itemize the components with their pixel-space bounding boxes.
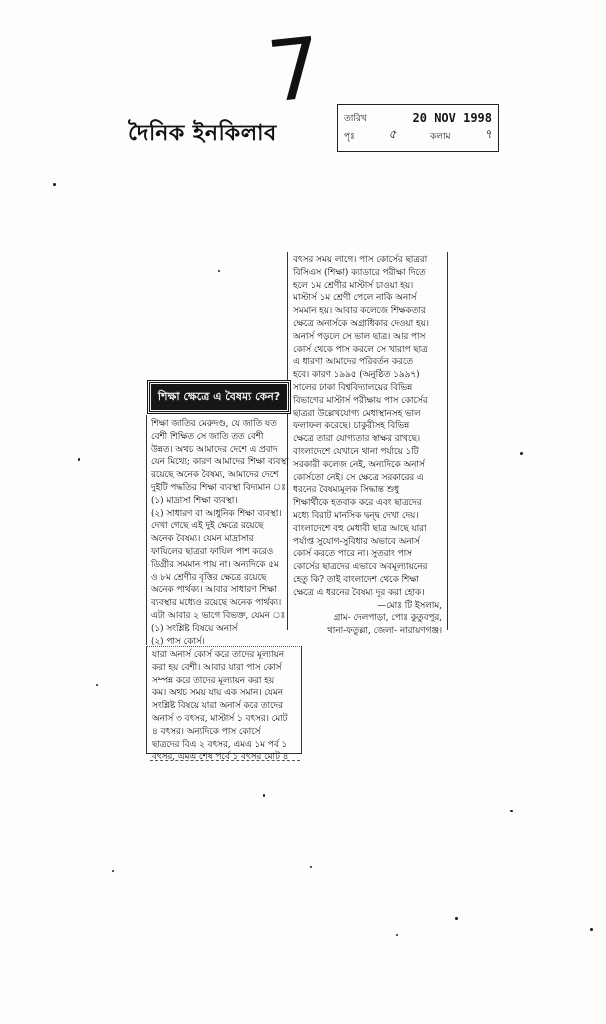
- article-text-line: বৎসর, এমএ শেষ পর্বে ১ বৎসর মোট ৪: [152, 752, 289, 763]
- scan-speck: [78, 458, 80, 461]
- article-text-line: শিক্ষা জাতির মেরুদণ্ড, যে জাতি যত: [151, 419, 277, 429]
- article-text-line: বিসিএস (শিক্ষা) ক্যাডারে পরীক্ষা দিতে: [293, 267, 426, 278]
- article-text-line: অনার্স পড়লে সে ভাল ছাত্র। আর পাস: [293, 331, 426, 342]
- article-text-line: ফলাফল করেছে। চাকুরীসহ বিভিন্ন: [293, 421, 410, 432]
- article-text-line: ব্যবস্থার মধ্যেও রয়েছে অনেক পার্থক্য।: [151, 598, 282, 609]
- article-text-line: সংশ্লিষ্ট বিষয়ে যারা অনার্স করে তাদের: [152, 701, 284, 712]
- article-text-line: (২) সাধারণ বা আধুনিক শিক্ষা ব্যবস্থা।: [151, 508, 282, 519]
- article-text-line: —মোঃ টি ইসলাম,: [377, 600, 442, 611]
- article-text-line: উন্নত। অথচ আমাদের দেশে এ প্রবাদ: [151, 444, 278, 455]
- article-text-line: এ ধারণা আমাদের পরিবর্তন করতে: [293, 357, 413, 368]
- article-text-line: মধ্যে বিরাট মানসিক দ্বন্দ্ব দেখা দেয়।: [293, 510, 419, 521]
- article-text-line: থানা-ফতুল্লা, জেলা- নারায়ণগঞ্জ।: [327, 626, 442, 637]
- article-text-line: বাংলাদেশে যেখানে থানা পর্যায়ে ১টি: [293, 446, 419, 457]
- article-headline: শিক্ষা ক্ষেত্রে এ বৈষম্য কেন?: [148, 381, 290, 413]
- article-text-line: অনেক পার্থক্য। আবার সাধারণ শিক্ষা: [151, 585, 277, 596]
- article-left-column: [146, 415, 288, 645]
- scan-speck: [218, 270, 220, 272]
- article-text-line: অনেক বৈষম্য। যেমন মাদ্রাসার: [151, 534, 254, 545]
- article-text-line: কোর্স করতে পারে না। সুতরাং পাস: [293, 549, 412, 560]
- stamp-date-value: 20 NOV 1998: [412, 111, 492, 125]
- stamp-page-value: ৫: [388, 127, 397, 141]
- stamp-column-value: ৭: [484, 127, 492, 141]
- article-text-line: বেশী শিক্ষিত সে জাতি তত বেশী: [151, 431, 264, 442]
- scan-speck: [112, 870, 114, 872]
- article-text-line: হবে। কারণ ১৯৯৫ (অনুষ্ঠিত ১৯৯৭): [293, 370, 420, 381]
- article-text-line: ধরনের বৈষম্যমূলক সিদ্ধান্ত শুধু: [293, 485, 400, 496]
- article-text-line: অনার্স ৩ বৎসর, মাস্টার্স ১ বৎসর। মোট: [152, 713, 288, 724]
- scan-speck: [510, 810, 513, 812]
- article-left-lower-column: [146, 646, 302, 763]
- article-text-line: কোর্সের ছাত্রদের এভাবে অবমূল্যায়নের: [293, 562, 428, 573]
- article-text-line: সরকারী কলেজ নেই, অন্যদিকে অনার্স: [293, 459, 425, 470]
- newspaper-masthead: দৈনিক ইনকিলাব: [128, 121, 277, 146]
- article-text-line: বাংলাদেশে বহু মেধাবী ছাত্র আছে যারা: [293, 523, 427, 534]
- article-text-line: সম্পন্ন করে তাদের মূল্যায়ন করা হয়: [152, 675, 275, 686]
- article-right-column: [287, 252, 448, 637]
- article-text-line: যারা অনার্স কোর্স করে তাদের মূল্যায়ন: [152, 650, 284, 660]
- article-text-line: করা হয় বেশী। আবার যারা পাস কোর্স: [152, 662, 282, 673]
- article-text-line: ফাযিলের ছাত্ররা ফাযিল পাশ করেও: [151, 546, 274, 557]
- article-text-line: (১) মাদ্রাসা শিক্ষা ব্যবস্থা।: [151, 495, 238, 506]
- scan-speck: [310, 866, 312, 868]
- article-text-line: রয়েছে অনেক বৈষম্য, আমাদের দেশে: [151, 470, 279, 481]
- scan-speck: [96, 684, 98, 686]
- article-text-line: (১) সংশ্লিষ্ট বিষয়ে অনার্স: [151, 623, 238, 634]
- clipping-cut-line: [150, 760, 300, 761]
- article-text-line: যেন মিথ্যে; কারণ আমাদের শিক্ষা ব্যবস্থা: [151, 457, 289, 468]
- article-text-line: মাস্টার্স ১ম শ্রেণী পেলে নাকি অনার্স: [293, 293, 417, 304]
- article-text-line: ছাত্রদের বিএ ২ বৎসর, এমএ ১ম পর্ব ১: [152, 739, 288, 750]
- article-text-line: হলে ১ম শ্রেণীর মাস্টার্স চাওয়া হয়।: [293, 280, 414, 291]
- article-text-line: পর্যাপ্ত সুযোগ-সুবিধার অভাবে অনার্স: [293, 536, 420, 547]
- article-text-line: ৪ বৎসর। অন্যদিকে পাস কোর্সে: [152, 726, 261, 737]
- article-text-line: গ্রাম- দেলপাড়া, পোঃ কুতুবপুর,: [333, 613, 442, 624]
- article-text-line: ও ৮ম শ্রেণীর বৃত্তির ক্ষেত্রে রয়েছে: [151, 572, 267, 583]
- scan-speck: [263, 794, 265, 797]
- article-text-line: শিক্ষার্থীকে হতবাক করে এবং ছাত্রদের: [293, 498, 422, 509]
- scan-speck: [53, 183, 56, 186]
- article-text-line: বিভাগের মাস্টার্স পরীক্ষায় পাস কোর্সের: [293, 395, 428, 406]
- scan-speck: [455, 917, 458, 920]
- stamp-date-label: তারিখ: [344, 113, 367, 124]
- article-text-line: ক্ষেত্রে অনার্সকে অগ্রাধিকার দেওয়া হয়।: [293, 318, 429, 329]
- article-text-line: কোর্সতো নেই। সে ক্ষেত্রে সরকারের এ: [293, 472, 424, 483]
- article-text-line: কোর্স থেকে পাস করলে সে খারাপ ছাত্র: [293, 344, 428, 355]
- article-text-line: হেতু কি? তাই বাংলাদেশ থেকে শিক্ষা: [293, 574, 419, 585]
- article-text-line: সালের ঢাকা বিশ্ববিদ্যালয়ের বিভিন্ন: [293, 382, 413, 393]
- scan-speck: [396, 934, 398, 936]
- article-text-line: কম। অথচ সময় যায় এক সমান। যেমন: [152, 688, 283, 699]
- article-text-line: ছাত্ররা উল্লেখযোগ্য মেধাস্থানসহ ভাল: [293, 408, 421, 419]
- article-text-line: দেখা গেছে এই দুই ক্ষেত্রে রয়েছে: [151, 521, 264, 532]
- article-text-line: ক্ষেত্রে তারা যোগ্যতার স্বাক্ষর রাখছে।: [293, 434, 420, 445]
- scan-speck: [590, 928, 593, 931]
- article-text-line: সমমান হয়। আবার কলেজে শিক্ষকতার: [293, 306, 426, 317]
- page-folio-number: 7: [263, 18, 327, 122]
- stamp-page-label: পৃঃ: [344, 131, 355, 142]
- clipping-date-stamp: [337, 104, 499, 152]
- article-text-line: বৎসর সময় লাগে। পাস কোর্সের ছাত্ররা: [293, 255, 428, 265]
- article-text-line: ডিগ্রীর সমমান পায় না। অন্যদিকে ৫ম: [151, 559, 279, 570]
- scan-speck: [520, 452, 523, 455]
- article-text-line: (২) পাস কোর্স।: [151, 636, 205, 647]
- article-text-line: এটা আবার ২ ভাগে বিভক্ত, যেমন ঃ: [151, 610, 286, 621]
- article-text-line: দুইটি পদ্ধতির শিক্ষা ব্যবস্থা বিদ্যমান ঃ: [151, 482, 286, 493]
- stamp-column-label: কলাম: [429, 131, 451, 142]
- article-text-line: ক্ষেত্রে এ ধরনের বৈষম্য দূর করা হোক।: [293, 587, 425, 598]
